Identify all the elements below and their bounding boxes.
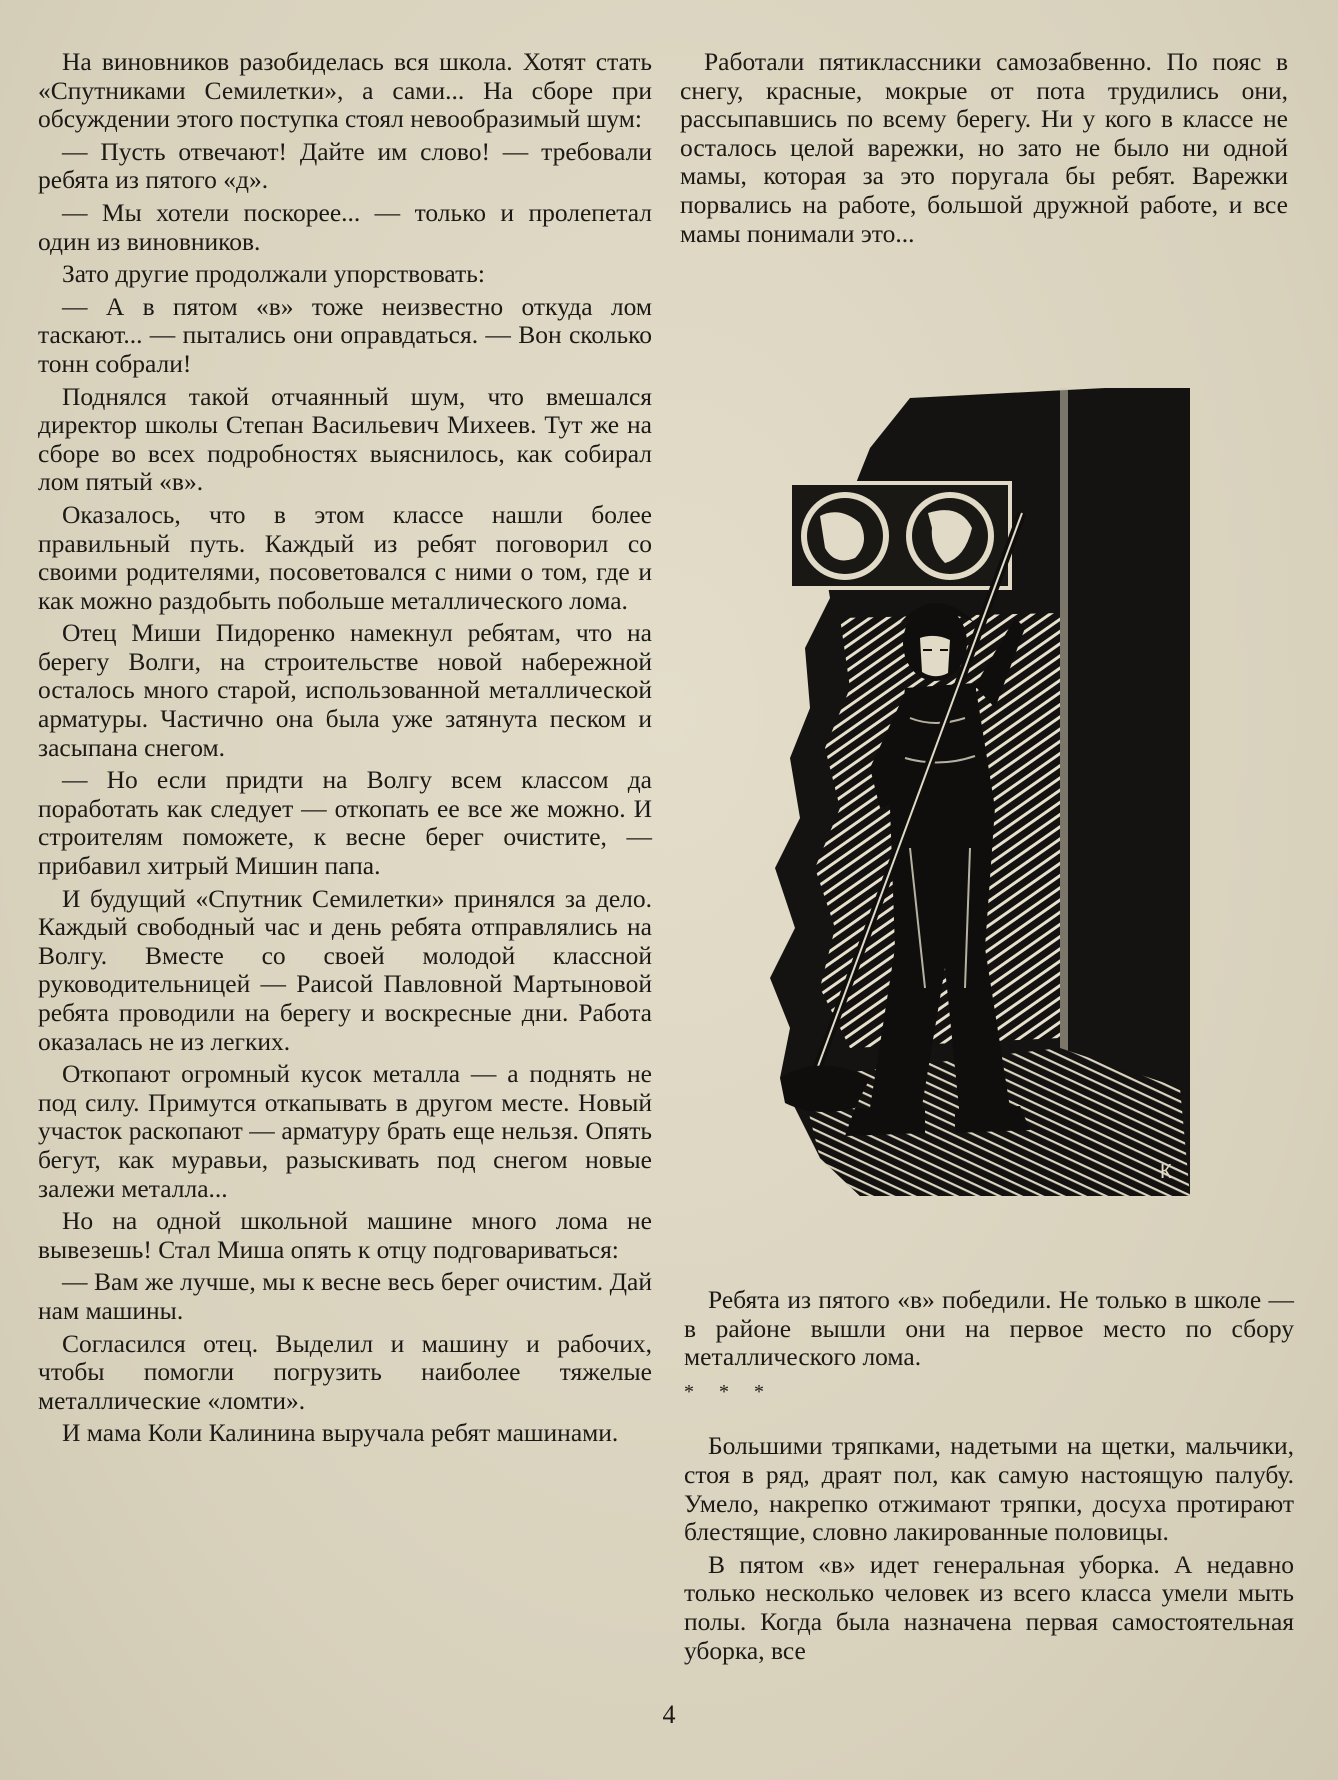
paragraph: — Мы хотели поскорее... — только и пролепетал один из виновников. — [38, 197, 652, 256]
paragraph: Зато другие продолжали упорствовать: — [62, 259, 485, 289]
left-column — [38, 48, 652, 1452]
woodcut-illustration — [760, 388, 1190, 1196]
paragraph: — Но если придти на Волгу всем классом да поработать как следует — откопать ее все же можно. И строителям поможете, к весне берег очистите, — прибавил хитрый Мишин папа. — [38, 765, 652, 881]
paragraph: Большими тряпками, надетыми на щетки, мальчики, стоя в ряд, драят пол, как самую настоящую палубу. Умело, накрепко отжимают тряпки, досуха протирают блестящие, словно лакированные половицы. — [684, 1431, 1294, 1547]
paragraph: И мама Коли Калинина выручала ребят машинами. — [62, 1418, 619, 1448]
paragraph: На виновников разобиделась вся школа. Хотят стать «Спутниками Семилетки», а сами... На сборе при обсуждении этого поступка стоял невообразимый шум: — [38, 47, 652, 134]
right-column-top — [680, 48, 1288, 252]
paragraph: — Вам же лучше, мы к весне весь берег очистим. Дай нам машины. — [38, 1267, 652, 1325]
paragraph: Отец Миши Пидоренко намекнул ребятам, что на берегу Волги, на строительстве новой набережной осталось много старой, использованной металлической арматуры. Частично она была уже затянута песком и засыпана снегом. — [38, 618, 652, 762]
page-number: 4 — [662, 1700, 676, 1729]
right-column-bottom — [684, 1286, 1294, 1669]
section-separator: * * * — [684, 1380, 774, 1403]
paragraph: Оказалось, что в этом классе нашли более правильный путь. Каждый из ребят поговорил со своими родителями, посоветовался с ними о том, где и как можно раздобыть побольше металлического лома. — [38, 499, 652, 615]
paragraph: И будущий «Спутник Семилетки» принялся за дело. Каждый свободный час и день ребята отправлялись на Волгу. Вместе со своей молодой классной руководительницей — Раисой Павловной Мартыновой ребята проводили на берегу и воскресные дни. Работа оказалась не из легких. — [38, 883, 652, 1056]
paragraph: В пятом «в» идет генеральная уборка. А недавно только несколько человек из всего класса умели мыть полы. Когда была назначена первая самостоятельная уборка, все — [684, 1549, 1294, 1665]
paragraph: — А в пятом «в» тоже неизвестно откуда лом таскают... — пытались они оправдаться. — Вон сколько тонн собрали! — [38, 291, 652, 378]
paragraph: Согласился отец. Выделил и машину и рабочих, чтобы помогли погрузить наиболее тяжелые металлические «ломти». — [38, 1328, 652, 1415]
paragraph: Ребята из пятого «в» победили. Не только в школе — в районе вышли они на первое место по сбору металлического лома. — [684, 1285, 1294, 1372]
paragraph: Поднялся такой отчаянный шум, что вмешался директор школы Степан Васильевич Михеев. Тут же на сборе во всех подробностях выяснилось, как собирал лом пятый «в». — [38, 381, 652, 497]
paragraph: Откопают огромный кусок металла — а поднять не под силу. Примутся откапывать в другом месте. Новый участок раскопают — арматуру брать еще нельзя. Опять бегут, как муравьи, разыскивать под снегом новые залежи металла... — [38, 1059, 652, 1203]
paragraph: Но на одной школьной машине много лома не вывезешь! Стал Миша опять к отцу подговариваться: — [38, 1206, 652, 1264]
paragraph: Работали пятиклассники самозабвенно. По пояс в снегу, красные, мокрые от пота трудились они, рассыпавшись по всему берегу. Ни у кого в классе не осталось целой варежки, но зато не было ни одной мамы, которая за это поругала бы ребят. Варежки порвались на работе, большой дружной работе, и все мамы понимали это... — [680, 47, 1288, 248]
paragraph: — Пусть отвечают! Дайте им слово! — требовали ребята из пятого «д». — [38, 136, 652, 195]
illustration-signature: К — [1160, 1161, 1172, 1183]
